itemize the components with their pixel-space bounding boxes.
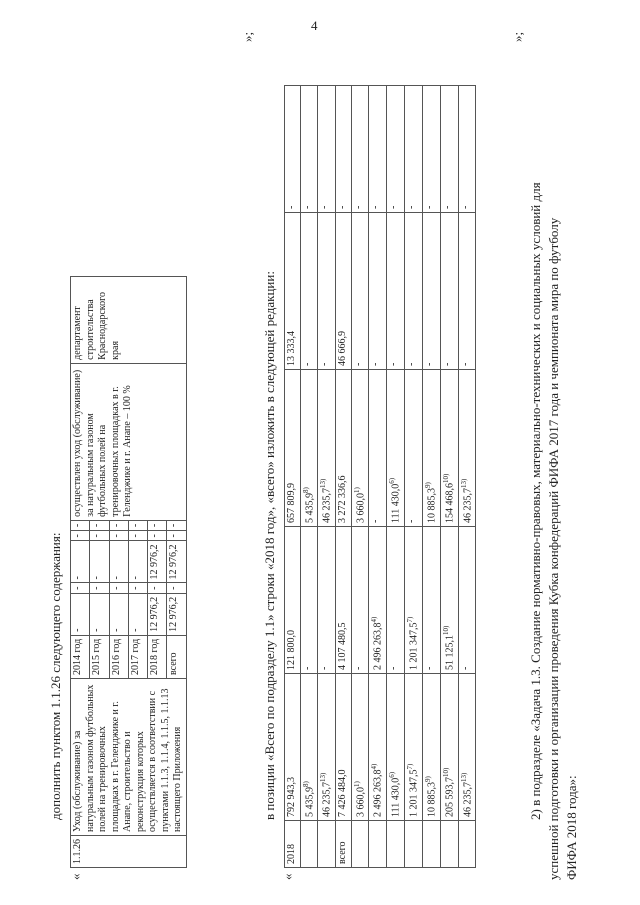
cell-value: - xyxy=(423,362,435,366)
cell-value: 2 496 263,8 xyxy=(372,769,384,817)
cell-label xyxy=(422,821,440,868)
table-row xyxy=(387,86,405,868)
cell-year: 2014 год xyxy=(71,635,90,678)
cell-value: - xyxy=(370,519,382,523)
cell-value: 46 235,7 xyxy=(321,488,333,523)
footnote-mark: 9) xyxy=(423,776,432,782)
table-row xyxy=(440,86,458,868)
cell-value: - xyxy=(406,362,418,366)
cell-c4 xyxy=(300,213,318,370)
table-1 xyxy=(70,276,187,868)
cell-value: 2 496 263,8 xyxy=(372,622,384,670)
cell-c1 xyxy=(440,674,458,821)
cell-c4: - xyxy=(128,531,147,541)
executor-cell: департамент строительства Краснодарского края xyxy=(71,276,187,363)
cell-c4 xyxy=(336,213,352,370)
cell-value: 10 885,3 xyxy=(426,488,438,523)
footnote-mark: 6) xyxy=(388,771,397,778)
cell-label xyxy=(369,821,387,868)
item-description: Уход (обслуживание) за натуральным газоном футбольных полей на тренировочных площадках в г. Геленджике и г. Анапе, строительство и реконструкция которых осуществляется в соответствии с пунктами 1.1.3, 1.1.4, 1.1.5, 1.1.13 настоящего Приложения xyxy=(71,679,187,836)
cell-value: 792 943,3 xyxy=(286,777,297,817)
cell-c2 xyxy=(369,527,387,674)
cell-c5: - xyxy=(148,520,167,530)
cell-c2 xyxy=(458,527,476,674)
cell-c3 xyxy=(387,370,405,527)
cell-value: 13 333,4 xyxy=(286,331,297,366)
cell-c4 xyxy=(440,213,458,370)
cell-c3 xyxy=(285,370,301,527)
footnote-mark: 6) xyxy=(388,477,397,484)
cell-c4 xyxy=(387,213,405,370)
footnote-mark: 13) xyxy=(319,478,328,488)
footnote-mark: 1) xyxy=(352,781,361,787)
cell-c4: - xyxy=(71,531,90,541)
table-row xyxy=(351,86,369,868)
cell-value: - xyxy=(319,205,331,209)
footnote-mark: 7) xyxy=(406,763,415,770)
cell-c2: - xyxy=(128,583,147,593)
cell-value: 3 272 336,6 xyxy=(337,475,349,523)
cell-c4 xyxy=(285,213,301,370)
cell-value: 10 885,3 xyxy=(426,782,438,817)
table-2 xyxy=(284,85,476,868)
cell-c2 xyxy=(285,527,301,674)
cell-c4 xyxy=(422,213,440,370)
cell-c5: - xyxy=(90,520,109,530)
cell-value: 46 666,9 xyxy=(337,331,349,366)
cell-c1 xyxy=(458,674,476,821)
table-row xyxy=(71,276,90,867)
item-number: 1.1.26 xyxy=(71,836,187,868)
quote-close-2: »; xyxy=(510,31,525,42)
cell-c1 xyxy=(369,674,387,821)
cell-c2: - xyxy=(90,583,109,593)
cell-c3 xyxy=(458,370,476,527)
cell-c1 xyxy=(351,674,369,821)
cell-c2: - xyxy=(148,583,167,593)
cell-value: - xyxy=(301,666,313,670)
final-line-2: успешной подготовки и организации проведения Кубка конфедераций ФИФА 2017 года и чемпионата мира по футболу xyxy=(546,217,561,880)
cell-c3 xyxy=(369,370,387,527)
cell-c1 xyxy=(422,674,440,821)
cell-c3: 12 976,2 xyxy=(148,541,167,583)
cell-label xyxy=(318,821,336,868)
cell-c2 xyxy=(440,527,458,674)
cell-c1: - xyxy=(128,593,147,635)
cell-value: - xyxy=(352,666,364,670)
cell-value: 5 435,9 xyxy=(303,493,315,523)
cell-c4 xyxy=(369,213,387,370)
cell-c1 xyxy=(318,674,336,821)
table-row xyxy=(285,86,301,868)
cell-c4 xyxy=(458,213,476,370)
cell-c3 xyxy=(318,370,336,527)
cell-value: - xyxy=(423,205,435,209)
cell-c3 xyxy=(336,370,352,527)
cell-value: 111 430,0 xyxy=(390,483,402,523)
cell-c1: - xyxy=(71,593,90,635)
cell-c3: - xyxy=(128,541,147,583)
cell-value: - xyxy=(459,666,471,670)
cell-value: 5 435,9 xyxy=(303,787,315,817)
cell-c4 xyxy=(351,213,369,370)
cell-value: 4 107 480,5 xyxy=(337,622,349,670)
cell-value: 205 593,7 xyxy=(444,777,456,817)
table-row xyxy=(458,86,476,868)
cell-value: 154 468,6 xyxy=(444,483,456,523)
cell-label xyxy=(387,821,405,868)
cell-value: - xyxy=(423,666,435,670)
cell-c5 xyxy=(285,86,301,213)
cell-c4 xyxy=(318,213,336,370)
cell-c5 xyxy=(458,86,476,213)
cell-value: - xyxy=(406,519,418,523)
cell-c3: - xyxy=(71,541,90,583)
cell-c5 xyxy=(440,86,458,213)
cell-c1 xyxy=(336,674,352,821)
cell-c3 xyxy=(351,370,369,527)
cell-value: 1 201 347,5 xyxy=(408,769,420,817)
footnote-mark: 13) xyxy=(319,772,328,782)
cell-c1 xyxy=(387,674,405,821)
cell-label: всего xyxy=(336,821,352,868)
cell-c5 xyxy=(300,86,318,213)
table-row xyxy=(405,86,423,868)
page-number: 4 xyxy=(311,18,318,33)
cell-label xyxy=(351,821,369,868)
cell-value: - xyxy=(352,362,364,366)
cell-c3 xyxy=(300,370,318,527)
cell-value: - xyxy=(370,205,382,209)
cell-value: 121 800,0 xyxy=(286,630,297,670)
cell-value: 657 809,9 xyxy=(286,483,297,523)
final-line-1: 2) в подразделе «Задача 1.3. Создание нормативно-правовых, материально-технических и социальных условий для xyxy=(528,182,543,820)
footnote-mark: 8) xyxy=(301,781,310,787)
cell-value: 111 430,0 xyxy=(390,777,402,817)
cell-c2 xyxy=(318,527,336,674)
cell-value: - xyxy=(388,205,400,209)
cell-c3: 12 976,2 xyxy=(167,541,186,583)
cell-value: - xyxy=(406,205,418,209)
position-line: в позиции «Всего по подразделу 1.1» строки «2018 год», «всего» изложить в следующей редакции: xyxy=(262,271,277,820)
cell-c4 xyxy=(405,213,423,370)
cell-c5: - xyxy=(71,520,90,530)
cell-value: - xyxy=(352,205,364,209)
cell-value: - xyxy=(337,205,349,209)
cell-value: 51 125,1 xyxy=(444,635,456,670)
cell-c5 xyxy=(369,86,387,213)
cell-c1 xyxy=(405,674,423,821)
cell-value: - xyxy=(388,666,400,670)
cell-value: 1 201 347,5 xyxy=(408,622,420,670)
cell-c4: - xyxy=(167,531,186,541)
intro-line: дополнить пунктом 1.1.26 следующего содержания: xyxy=(48,532,63,820)
cell-c2 xyxy=(336,527,352,674)
footnote-mark: 1) xyxy=(352,487,361,493)
quote-open: « xyxy=(68,873,83,880)
cell-label xyxy=(405,821,423,868)
result-cell: осуществлен уход (обслуживание) за натуральным газоном футбольных полей на тренировочных площадках в г. Геленджике и г. Анапе – 100 % xyxy=(71,363,187,520)
cell-value: 46 235,7 xyxy=(461,488,473,523)
footnote-mark: 7) xyxy=(406,616,415,623)
table-row xyxy=(369,86,387,868)
footnote-mark: 13) xyxy=(459,478,468,488)
cell-c2 xyxy=(387,527,405,674)
cell-year: 2018 год xyxy=(148,635,167,678)
cell-c4: - xyxy=(148,531,167,541)
table-row xyxy=(300,86,318,868)
cell-c2 xyxy=(422,527,440,674)
cell-label xyxy=(440,821,458,868)
footnote-mark: 10) xyxy=(441,767,450,777)
footnote-mark: 4) xyxy=(370,763,379,770)
table-row xyxy=(336,86,352,868)
cell-value: 7 426 484,0 xyxy=(337,769,349,817)
cell-value: 3 660,0 xyxy=(354,787,366,817)
quote-open-2: « xyxy=(280,873,295,880)
cell-c3 xyxy=(405,370,423,527)
cell-c2 xyxy=(300,527,318,674)
cell-value: - xyxy=(459,362,471,366)
cell-label: 2018 xyxy=(285,821,301,868)
quote-close-1: »; xyxy=(240,31,255,42)
cell-c5 xyxy=(405,86,423,213)
cell-c5 xyxy=(318,86,336,213)
cell-c3 xyxy=(440,370,458,527)
cell-c5 xyxy=(387,86,405,213)
footnote-mark: 8) xyxy=(301,487,310,493)
cell-c5: - xyxy=(167,520,186,530)
cell-label xyxy=(458,821,476,868)
cell-year: 2015 год xyxy=(90,635,109,678)
footnote-mark: 10) xyxy=(441,473,450,483)
cell-c2: - xyxy=(109,583,128,593)
footnote-mark: 13) xyxy=(459,772,468,782)
footnote-mark: 4) xyxy=(370,616,379,623)
cell-c2: - xyxy=(71,583,90,593)
footnote-mark: 9) xyxy=(423,482,432,488)
table-row xyxy=(318,86,336,868)
cell-c2 xyxy=(351,527,369,674)
cell-c1: 12 976,2 xyxy=(167,593,186,635)
cell-year: всего xyxy=(167,635,186,678)
cell-c1: - xyxy=(109,593,128,635)
cell-label xyxy=(300,821,318,868)
cell-c3: - xyxy=(90,541,109,583)
cell-value: - xyxy=(301,362,313,366)
cell-year: 2017 год xyxy=(128,635,147,678)
cell-c2 xyxy=(405,527,423,674)
cell-c5: - xyxy=(109,520,128,530)
cell-c5 xyxy=(336,86,352,213)
footnote-mark: 10) xyxy=(441,625,450,635)
cell-c3 xyxy=(422,370,440,527)
cell-c1: - xyxy=(90,593,109,635)
cell-value: - xyxy=(370,362,382,366)
cell-value: - xyxy=(441,205,453,209)
cell-c1 xyxy=(285,674,301,821)
rotated-content xyxy=(40,20,600,880)
cell-c5: - xyxy=(128,520,147,530)
final-line-3: ФИФА 2018 года»: xyxy=(564,775,579,880)
table-row xyxy=(422,86,440,868)
cell-value: - xyxy=(286,205,297,209)
cell-value: 46 235,7 xyxy=(321,782,333,817)
cell-c1 xyxy=(300,674,318,821)
cell-value: - xyxy=(459,205,471,209)
cell-value: - xyxy=(441,362,453,366)
cell-value: - xyxy=(319,666,331,670)
cell-c4: - xyxy=(109,531,128,541)
cell-c1: 12 976,2 xyxy=(148,593,167,635)
cell-c3: - xyxy=(109,541,128,583)
cell-value: 3 660,0 xyxy=(354,493,366,523)
cell-value: - xyxy=(301,205,313,209)
cell-value: - xyxy=(388,362,400,366)
cell-year: 2016 год xyxy=(109,635,128,678)
cell-value: - xyxy=(319,362,331,366)
cell-c5 xyxy=(422,86,440,213)
cell-c2: - xyxy=(167,583,186,593)
cell-c5 xyxy=(351,86,369,213)
cell-c4: - xyxy=(90,531,109,541)
cell-value: 46 235,7 xyxy=(461,782,473,817)
